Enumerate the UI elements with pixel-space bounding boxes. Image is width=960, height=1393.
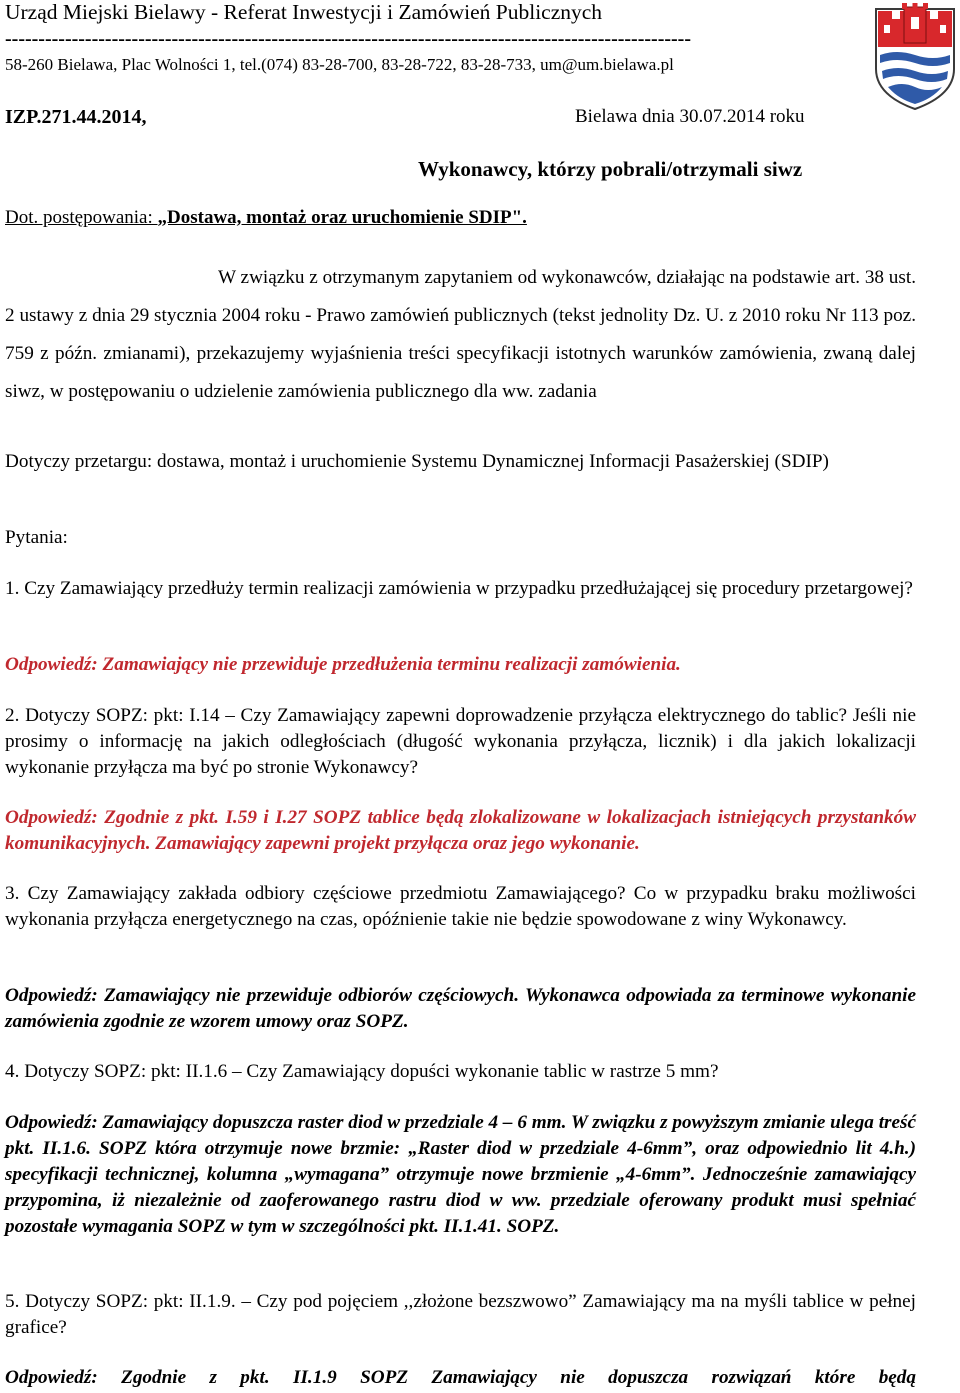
questions-heading: Pytania:: [5, 527, 68, 548]
tender-paragraph: Dotyczy przetargu: dostawa, montaż i uruchomienie Systemu Dynamicznej Informacji Pasażerskiej (SDIP): [5, 451, 829, 472]
subject-line: [5, 207, 527, 229]
office-title: Urząd Miejski Bielawy - Referat Inwestycji i Zamówień Publicznych: [5, 0, 603, 24]
recipient: Wykonawcy, którzy pobrali/otrzymali siwz: [418, 157, 803, 181]
answer-4: Odpowiedź: Zamawiający dopuszcza raster diod w przedziale 4 – 6 mm. W związku z powyższym zmianie ulega treść pkt. II.1.6. SOPZ która otrzymuje nowe brzmie: „Raster diod w przedziale 4-6mm”, oraz odpowiednio lit 4.h.) specyfikacji technicznej, kolumna „wymagana” otrzymuje nowe brzmienie „4-6mm”. Jednocześnie zamawiający przypomina, iż niezależnie od zaoferowanego rastru diod w ww. przedziale oferowany produkt musi spełniać pozostałe wymagania SOPZ w tym w szczególności pkt. II.1.41. SOPZ.: [5, 1112, 916, 1237]
question-2: 2. Dotyczy SOPZ: pkt: I.14 – Czy Zamawiający zapewni doprowadzenie przyłącza elektrycznego do tablic? Jeśli nie prosimy o informację na jakich odległościach (długość wykonania przyłącza, licznik) i dla jakich lokalizacji wykonanie przyłącza ma być po stronie Wykonawcy?: [5, 705, 916, 778]
question-5: 5. Dotyczy SOPZ: pkt: II.1.9. – Czy pod pojęciem ,,złożone bezszwowo” Zamawiający ma na myśli tablice w pełnej grafice?: [5, 1291, 916, 1338]
answer-5: Odpowiedź: Zgodnie z pkt. II.1.9 SOPZ Zamawiający nie dopuszcza rozwiązań które będą: [5, 1367, 916, 1388]
bielawa-coat-of-arms-icon: [872, 3, 958, 111]
office-address: 58-260 Bielawa, Plac Wolności 1, tel.(074) 83-28-700, 83-28-722, 83-28-733, um@um.bielawa.pl: [5, 55, 674, 74]
header-separator: -------------------------------------------------------------------------------------------------------: [5, 28, 691, 50]
answer-2: Odpowiedź: Zgodnie z pkt. I.59 i I.27 SOPZ tablice będą zlokalizowane w lokalizacjach istniejących przystanków komunikacyjnych. Zamawiający zapewni projekt przyłącza oraz jego wykonanie.: [5, 807, 916, 854]
subject-prefix: Dot. postępowania:: [5, 207, 158, 228]
question-1: 1. Czy Zamawiający przedłuży termin realizacji zamówienia w przypadku przedłużającej się procedury przetargowej?: [5, 578, 913, 599]
question-3: 3. Czy Zamawiający zakłada odbiory częściowe przedmiotu Zamawiającego? Co w przypadku braku możliwości wykonania przyłącza energetycznego na czas, opóźnienie takie nie będzie spowodowane z winy Wykonawcy.: [5, 883, 916, 930]
question-4: 4. Dotyczy SOPZ: pkt: II.1.6 – Czy Zamawiający dopuści wykonanie tablic w rastrze 5 mm?: [5, 1061, 719, 1082]
subject-title: „Dostawa, montaż oraz uruchomienie SDIP".: [157, 207, 527, 228]
reference-number: IZP.271.44.2014,: [5, 106, 147, 128]
document-date: Bielawa dnia 30.07.2014 roku: [575, 106, 805, 127]
answer-3: Odpowiedź: Zamawiający nie przewiduje odbiorów częściowych. Wykonawca odpowiada za terminowe wykonanie zamówienia zgodnie ze wzorem umowy oraz SOPZ.: [5, 985, 916, 1032]
answer-1: Odpowiedź: Zamawiający nie przewiduje przedłużenia terminu realizacji zamówienia.: [5, 654, 681, 675]
intro-paragraph: W związku z otrzymanym zapytaniem od wykonawców, działając na podstawie art. 38 ust. 2 ustawy z dnia 29 stycznia 2004 roku - Prawo zamówień publicznych (tekst jednolity Dz. U. z 2010 roku Nr 113 poz. 759 z późn. zmianami), przekazujemy wyjaśnienia treści specyfikacji istotnych warunków zamówienia, zwaną dalej siwz, w postępowaniu o udzielenie zamówienia publicznego dla ww. zadania: [5, 267, 916, 402]
